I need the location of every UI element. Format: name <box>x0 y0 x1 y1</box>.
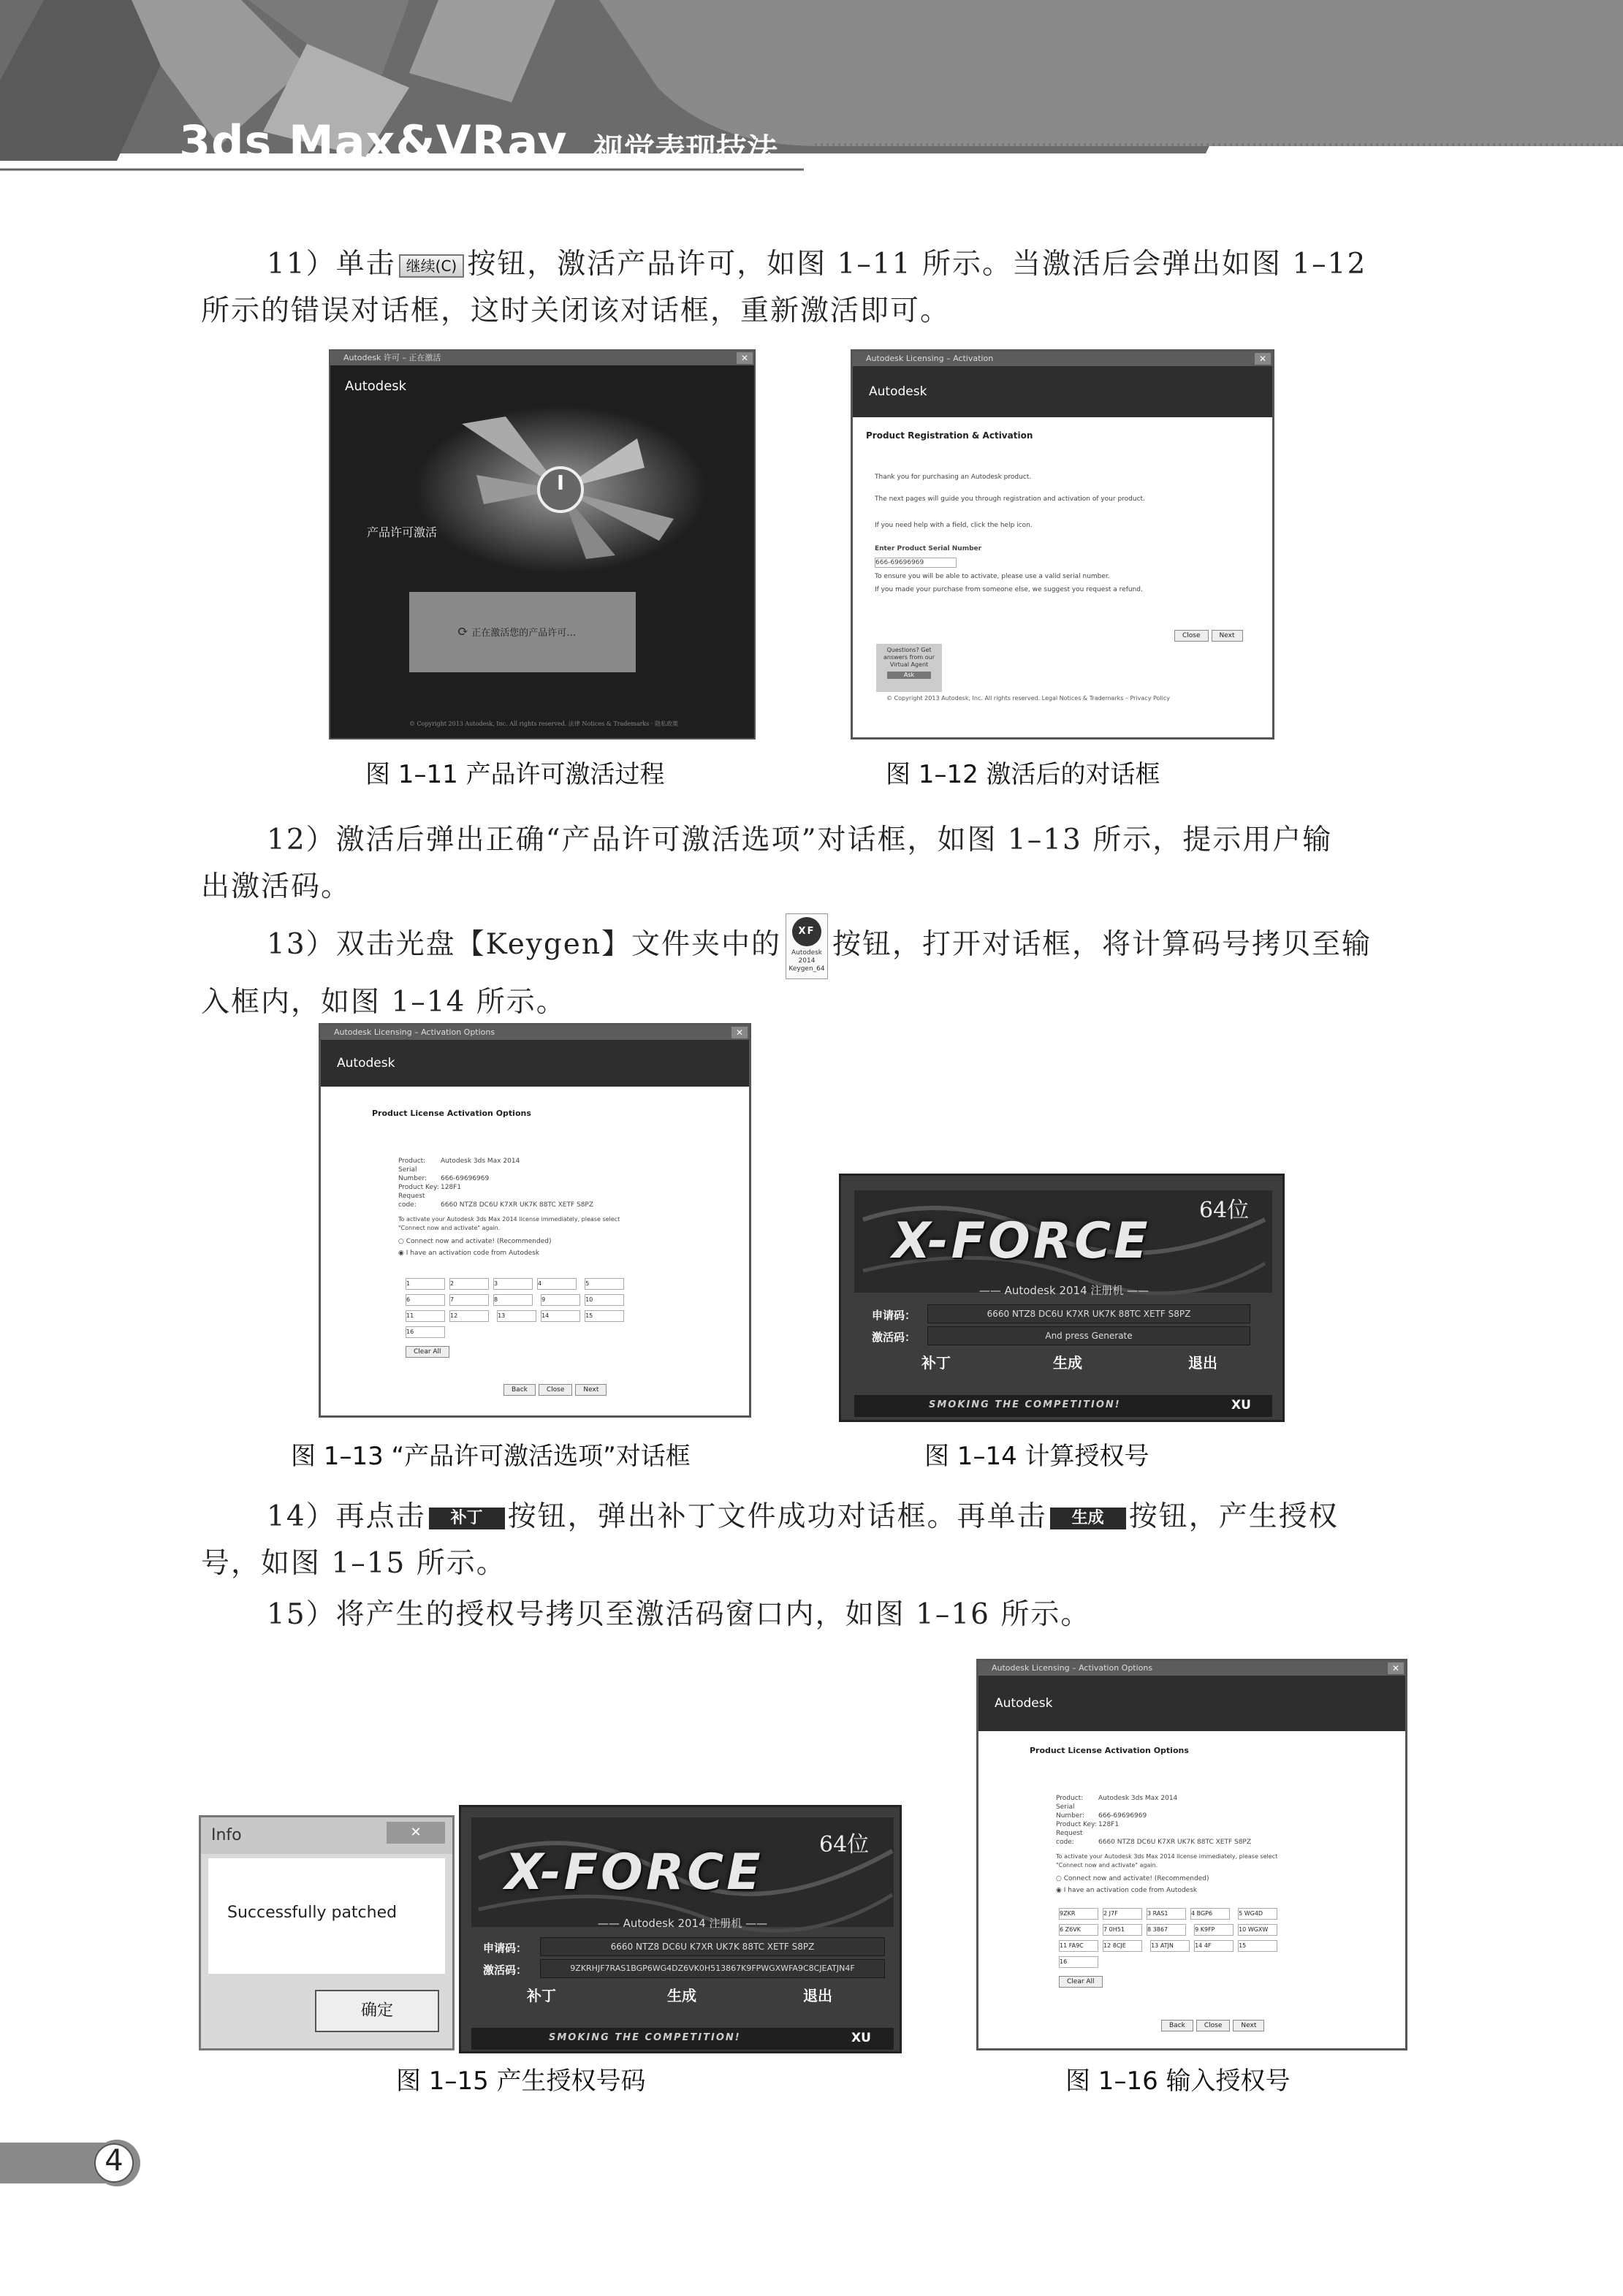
keygen-icon: XF Autodesk 2014 Keygen_64 <box>786 913 828 979</box>
code-cell[interactable]: 13 ATJN <box>1150 1940 1190 1952</box>
fig13-title-bar: Autodesk Licensing – Activation Options ✕ <box>321 1025 749 1040</box>
request-label: 申请码： <box>483 1942 528 1955</box>
code-cell[interactable]: 13 <box>497 1310 536 1322</box>
paragraph-13: 13）双击光盘【Keygen】文件夹中的 XF Autodesk 2014 Keygen_64 按钮，打开对话框，将计算码号拷贝至输 入框内，如图 1–14 所示。 <box>201 913 1407 1026</box>
code-cell[interactable]: 10 <box>585 1294 624 1306</box>
code-cell[interactable]: 12 8CJE <box>1103 1940 1142 1952</box>
have-code-radio[interactable]: ◉ I have an activation code from Autodesk <box>398 1250 540 1257</box>
fig12-footer: © Copyright 2013 Autodesk, Inc. All rights reserved. Legal Notices & Trademarks – Privacy Policy <box>886 695 1170 702</box>
code-cell[interactable]: 11 FA9C <box>1059 1940 1098 1952</box>
xforce-signature: XU <box>1231 1398 1251 1413</box>
p11-text-c: 所示的错误对话框，这时关闭该对话框，重新激活即可。 <box>201 294 951 327</box>
request-label: 申请码： <box>872 1309 916 1322</box>
serial-number-field[interactable]: 666-69696969 <box>875 558 957 568</box>
code-cell[interactable]: 10 WGXW <box>1238 1924 1277 1936</box>
bit-badge: 64位 <box>819 1832 870 1858</box>
code-cell[interactable]: 11 <box>406 1310 445 1322</box>
activation-code-grid <box>1059 1908 1307 1988</box>
fig13-fields: Product: Autodesk 3ds Max 2014 Serial Number: 666-69696969 Product Key: 128F1 Request code: 6660 NTZ8 DC6U K7XR UK7K 88TC XETF S8PZ To activate your Autodesk 3ds Max 2014 license immediately, please select "Connect now and activate" again. ○ Connect now and activate! (Recommended) ◉ I have an activation code from Autodesk <box>398 1157 639 1258</box>
code-cell[interactable]: 8 3867 <box>1147 1924 1186 1936</box>
ask-button[interactable]: Ask <box>887 672 931 679</box>
fig11-label: 产品许可激活 <box>367 525 438 539</box>
autodesk-logo-bar: Autodesk <box>978 1676 1405 1731</box>
spinner-icon: ⟳ <box>457 624 469 639</box>
close-icon: ✕ <box>737 352 753 364</box>
figure-1-12 <box>851 349 1274 740</box>
bit-badge: 64位 <box>1199 1198 1250 1223</box>
fig13-heading: Product License Activation Options <box>372 1109 531 1118</box>
info-message: Successfully patched <box>227 1904 398 1922</box>
paragraph-15: 15）将产生的授权号拷贝至激活码窗口内，如图 1–16 所示。 <box>267 1598 1091 1631</box>
figure-1-14 <box>839 1174 1285 1422</box>
have-code-radio[interactable]: ◉ I have an activation code from Autodesk <box>1056 1887 1198 1894</box>
page-number: 4 <box>104 2144 123 2178</box>
book-subtitle: 视觉表现技法 <box>593 132 778 167</box>
p11-text-a: 11）单击 <box>267 248 396 281</box>
connect-now-radio[interactable]: ○ Connect now and activate! (Recommended) <box>1056 1875 1209 1882</box>
code-cell[interactable]: 14 <box>541 1310 580 1322</box>
figure-1-11 <box>329 349 756 740</box>
paragraph-11 <box>201 241 1407 335</box>
code-cell[interactable]: 6 <box>406 1294 445 1306</box>
next-button[interactable]: Next <box>575 1384 607 1396</box>
patch-button-inline: 补丁 <box>429 1508 505 1529</box>
caption-1-13: 图 1–13 “产品许可激活选项”对话框 <box>291 1442 691 1471</box>
continue-button-inline: 继续(C) <box>399 254 465 278</box>
fig11-footer: © Copyright 2013 Autodesk, Inc. All rights reserved. 法律 Notices & Trademarks · 隐私政策 <box>408 721 679 727</box>
code-cell[interactable]: 9 <box>541 1294 580 1306</box>
fig13-nav-buttons <box>503 1380 609 1396</box>
generate-button[interactable]: 生成 <box>667 1987 696 2004</box>
xforce-slogan: SMOKING THE COMPETITION! <box>549 2032 741 2043</box>
activation-label: 激活码： <box>483 1964 528 1977</box>
code-cell[interactable]: 3 RAS1 <box>1147 1908 1186 1920</box>
request-code-field[interactable]: 6660 NTZ8 DC6U K7XR UK7K 88TC XETF S8PZ <box>927 1304 1250 1323</box>
autodesk-logo: Autodesk <box>345 379 407 394</box>
fig12-heading: Product Registration & Activation <box>866 430 1033 441</box>
p11-text-b: 按钮，激活产品许可，如图 1–11 所示。当激活后会弹出如图 1–12 <box>467 248 1367 281</box>
info-title-bar: Info ✕ <box>201 1817 452 1854</box>
paragraph-12: 12）激活后弹出正确“产品许可激活选项”对话框，如图 1–13 所示，提示用户输 出激活码。 <box>201 824 1333 903</box>
product-name: —— Autodesk 2014 注册机 —— <box>597 1917 768 1930</box>
fig11-progress-box <box>409 592 636 672</box>
close-icon: ✕ <box>1388 1662 1404 1674</box>
patch-button[interactable]: 补丁 <box>527 1987 556 2004</box>
code-cell[interactable]: 4 <box>537 1278 577 1290</box>
close-button[interactable]: Close <box>539 1384 573 1396</box>
fig16-heading: Product License Activation Options <box>1030 1746 1189 1755</box>
caption-1-14: 图 1–14 计算授权号 <box>924 1442 1149 1471</box>
clear-all-button[interactable]: Clear All <box>406 1346 449 1358</box>
xforce-logo: X-FORCE <box>505 1844 764 1901</box>
fig16-title-bar: Autodesk Licensing – Activation Options ✕ <box>978 1661 1405 1676</box>
fig11-progress-text: ⟳ 正在激活您的产品许可… <box>457 624 577 639</box>
patch-button[interactable]: 补丁 <box>921 1354 951 1372</box>
code-cell[interactable]: 4 BGP6 <box>1190 1908 1230 1920</box>
close-button[interactable]: Close <box>1196 2020 1231 2031</box>
fig12-title-bar: Autodesk Licensing – Activation ✕ <box>853 351 1272 366</box>
code-cell[interactable]: 9ZKR <box>1059 1908 1098 1920</box>
request-code-field[interactable]: 6660 NTZ8 DC6U K7XR UK7K 88TC XETF S8PZ <box>540 1937 885 1956</box>
caption-1-15: 图 1–15 产生授权号码 <box>396 2067 646 2096</box>
code-cell[interactable]: 2 <box>449 1278 489 1290</box>
code-cell[interactable]: 7 <box>449 1294 489 1306</box>
code-cell[interactable]: 1 <box>406 1278 445 1290</box>
caption-1-16: 图 1–16 输入授权号 <box>1065 2067 1291 2096</box>
back-button[interactable]: Back <box>1161 2020 1193 2031</box>
info-dialog <box>199 1815 455 2050</box>
xforce-logo: X-FORCE <box>892 1212 1151 1270</box>
close-button[interactable]: Close <box>1174 630 1209 642</box>
close-icon: ✕ <box>731 1027 748 1038</box>
generate-button-inline: 生成 <box>1050 1508 1126 1529</box>
fig16-nav-buttons <box>1161 2016 1267 2031</box>
code-cell[interactable]: 16 <box>1059 1956 1098 1968</box>
close-icon: ✕ <box>1255 353 1271 365</box>
code-cell[interactable]: 9 K9FP <box>1194 1924 1234 1936</box>
fig12-buttons <box>1174 626 1246 642</box>
code-cell[interactable]: 14 4F <box>1194 1940 1234 1952</box>
back-button[interactable]: Back <box>503 1384 536 1396</box>
code-cell[interactable]: 12 <box>449 1310 489 1322</box>
activation-code-field[interactable]: 9ZKRHJF7RAS1BGP6WG4DZ6VK0H513867K9FPWGXWFA9C8CJEATJN4F <box>540 1959 885 1978</box>
xforce-signature: XU <box>851 2031 871 2045</box>
activation-code-field[interactable]: And press Generate <box>927 1326 1250 1345</box>
info-body <box>208 1858 445 1974</box>
caption-1-11: 图 1–11 产品许可激活过程 <box>365 760 665 789</box>
next-button[interactable]: Next <box>1212 630 1243 642</box>
fig16-fields: Product: Autodesk 3ds Max 2014 Serial Number: 666-69696969 Product Key: 128F1 Request code: 6660 NTZ8 DC6U K7XR UK7K 88TC XETF S8PZ To activate your Autodesk 3ds Max 2014 license immediately, please select "Connect now and activate" again. ○ Connect now and activate! (Recommended) ◉ I have an activation code from Autodesk <box>1056 1794 1304 1895</box>
code-cell[interactable]: 15 <box>585 1310 624 1322</box>
generate-button[interactable]: 生成 <box>1053 1354 1082 1372</box>
code-cell[interactable]: 3 <box>493 1278 533 1290</box>
caption-1-12: 图 1–12 激活后的对话框 <box>886 760 1160 789</box>
figure-1-13 <box>319 1023 751 1418</box>
paragraph-14: 14）再点击 补丁 按钮，弹出补丁文件成功对话框。再单击 生成 按钮，产生授权 号，如图 1–15 所示。 <box>201 1500 1339 1580</box>
quit-button[interactable]: 退出 <box>1188 1354 1217 1372</box>
connect-now-radio[interactable]: ○ Connect now and activate! (Recommended) <box>398 1238 552 1245</box>
activation-label: 激活码： <box>872 1331 916 1344</box>
code-cell[interactable]: 8 <box>493 1294 533 1306</box>
figure-1-15-keygen <box>459 1805 902 2053</box>
activation-code-grid <box>406 1278 654 1358</box>
figure-1-16 <box>976 1659 1407 2050</box>
close-icon[interactable]: ✕ <box>387 1822 445 1844</box>
xforce-slogan: SMOKING THE COMPETITION! <box>929 1399 1121 1410</box>
code-cell[interactable]: 16 <box>406 1326 445 1338</box>
book-title: 3ds Max&VRay <box>179 115 568 169</box>
product-name: —— Autodesk 2014 注册机 —— <box>978 1284 1149 1297</box>
activation-graphic <box>396 395 718 585</box>
code-cell[interactable]: 5 WG4D <box>1238 1908 1277 1920</box>
autodesk-logo-bar: Autodesk <box>853 366 1272 417</box>
virtual-agent-box: Questions? Get answers from our Virtual Agent Ask <box>876 644 942 692</box>
clear-all-button[interactable]: Clear All <box>1059 1976 1103 1988</box>
page-header <box>0 0 1623 175</box>
code-cell[interactable]: 6 Z6VK <box>1059 1924 1098 1936</box>
code-cell[interactable]: 7 0H51 <box>1103 1924 1142 1936</box>
quit-button[interactable]: 退出 <box>803 1987 832 2004</box>
page-number-tab <box>0 2137 146 2188</box>
autodesk-logo-bar: Autodesk <box>321 1040 749 1087</box>
code-cell[interactable]: 2 J7F <box>1103 1908 1142 1920</box>
ok-button[interactable]: 确定 <box>315 1990 439 2032</box>
fig12-body: Thank you for purchasing an Autodesk product. The next pages will guide you through registration and activation of your product. If you need help with a field, click the help icon. Enter Product Serial Number 666-69696969 To ensure you will be able to activate, please use a valid serial number. If you made your purchase from someone else, we suggest you request a refund. <box>875 474 1145 593</box>
next-button[interactable]: Next <box>1233 2020 1264 2031</box>
code-cell[interactable]: 15 <box>1238 1940 1277 1952</box>
code-cell[interactable]: 5 <box>585 1278 624 1290</box>
fig11-title-bar: Autodesk 许可 – 正在激活 ✕ <box>330 351 754 365</box>
